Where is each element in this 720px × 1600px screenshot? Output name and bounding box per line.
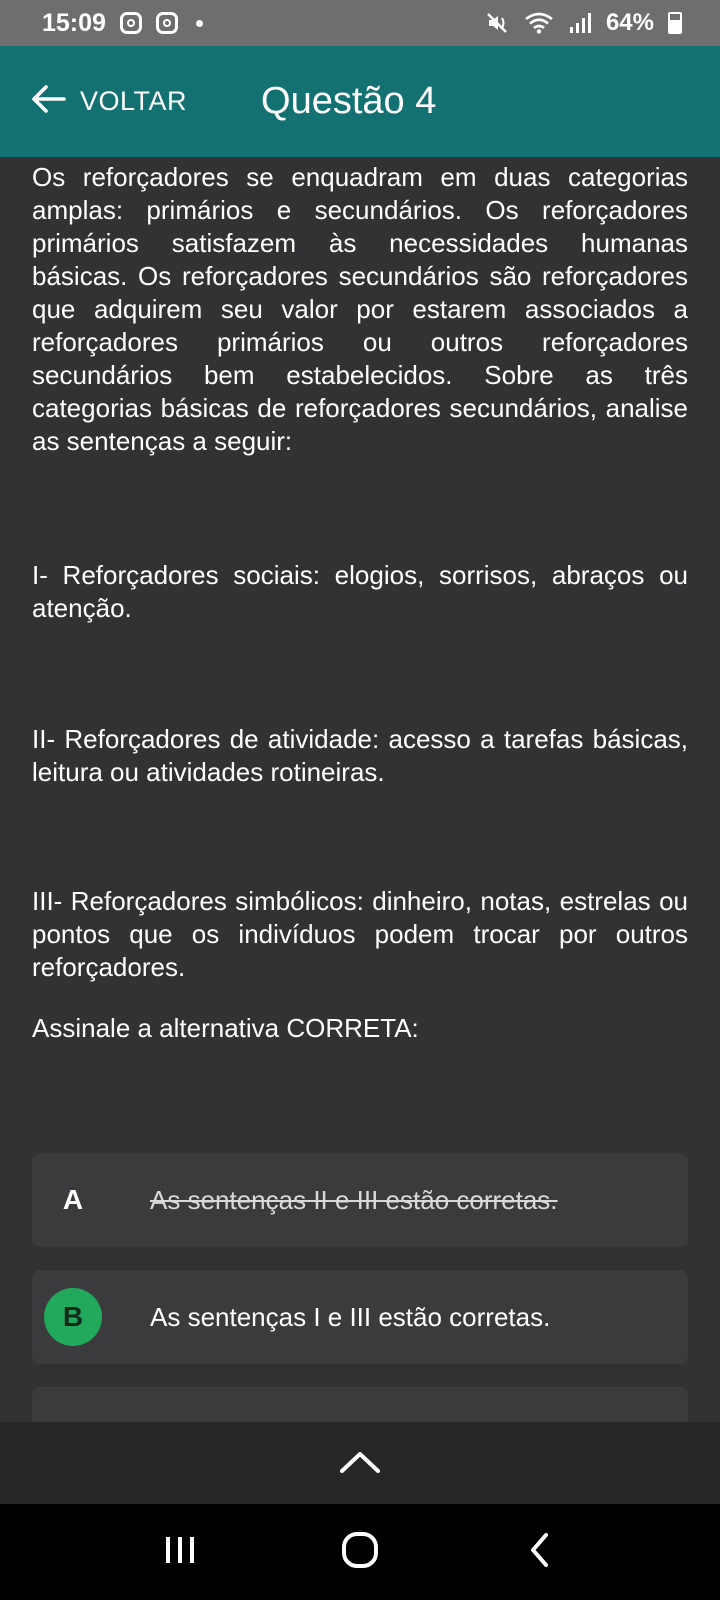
recent-apps-icon xyxy=(163,1535,197,1570)
page-title: Questão 4 xyxy=(261,80,437,122)
question-content xyxy=(32,157,688,1422)
arrow-left-icon xyxy=(30,84,66,119)
instagram-icon xyxy=(156,12,178,34)
back-label: VOLTAR xyxy=(80,86,188,116)
status-bar xyxy=(0,0,720,46)
question-prompt: Assinale a alternativa CORRETA: xyxy=(32,1013,419,1043)
bottom-tray xyxy=(0,1422,720,1504)
system-nav-bar xyxy=(0,1504,720,1600)
app-header xyxy=(0,46,720,157)
recent-apps-button[interactable] xyxy=(140,1522,220,1582)
battery-percentage: 64% xyxy=(605,9,654,36)
back-nav-button[interactable] xyxy=(500,1522,580,1582)
home-button[interactable] xyxy=(320,1522,400,1582)
option-b[interactable] xyxy=(32,1270,688,1364)
back-button[interactable] xyxy=(30,84,187,119)
chevron-up-icon[interactable] xyxy=(338,1447,382,1480)
sentence-1: I- Reforçadores sociais: elogios, sorrisos, abraços ou atenção. xyxy=(32,560,688,623)
battery-icon xyxy=(668,12,682,34)
wifi-icon xyxy=(524,12,554,34)
mute-icon xyxy=(486,12,510,34)
sentence-3: III- Reforçadores simbólicos: dinheiro, notas, estrelas ou pontos que os indivíduos podem trocar por outros reforçadores. xyxy=(32,886,688,982)
notification-dot-icon xyxy=(196,20,203,27)
signal-icon xyxy=(568,12,592,34)
sentence-2: II- Reforçadores de atividade: acesso a tarefas básicas, leitura ou atividades rotineiras. xyxy=(32,724,688,787)
option-text: As sentenças II e III estão corretas. xyxy=(150,1184,558,1215)
option-text: As sentenças I e III estão corretas. xyxy=(150,1301,551,1332)
back-chevron-icon xyxy=(526,1531,554,1574)
status-time: 15:09 xyxy=(42,8,106,37)
instagram-icon xyxy=(120,12,142,34)
question-intro: Os reforçadores se enquadram em duas categorias amplas: primários e secundários. Os reforçadores primários satisfazem às necessidades humanas básicas. Os reforçadores secundários são reforçadores que adquirem seu valor por estarem associados a reforçadores primários ou outros reforçadores secundários bem estabelecidos. Sobre as três categorias básicas de reforçadores secundários, analise as sentenças a seguir: xyxy=(32,162,688,456)
option-letter: A xyxy=(62,1184,84,1215)
status-bar-left xyxy=(42,9,203,38)
option-a[interactable] xyxy=(32,1153,688,1247)
home-icon xyxy=(340,1530,380,1575)
option-letter-selected: B xyxy=(44,1288,102,1346)
option-c-partial[interactable] xyxy=(32,1387,688,1422)
status-bar-right xyxy=(486,9,682,37)
